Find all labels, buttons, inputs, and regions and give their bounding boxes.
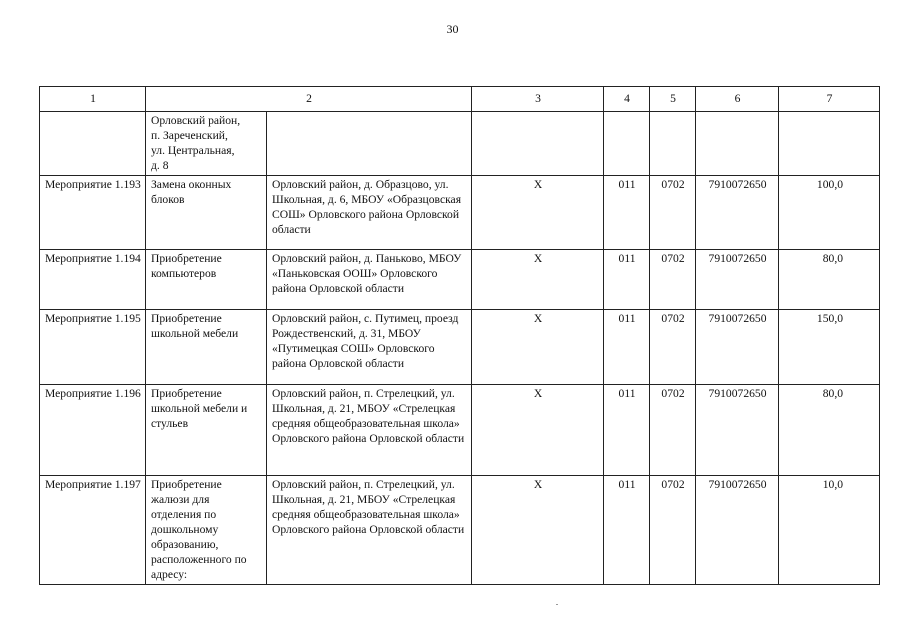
cell-col7: 80,0 (779, 250, 880, 310)
cell-name: Орловский район, п. Зареченский, ул. Центральная, д. 8 (146, 112, 267, 176)
cell-name: Приобретение школьной мебели (146, 310, 267, 385)
header-col-7: 7 (779, 87, 880, 112)
cell-id (40, 112, 146, 176)
cell-col3: X (472, 250, 604, 310)
cell-col6: 7910072650 (696, 310, 779, 385)
cell-id: Мероприятие 1.195 (40, 310, 146, 385)
cell-col6: 7910072650 (696, 176, 779, 250)
header-col-3: 3 (472, 87, 604, 112)
cell-col6: 7910072650 (696, 476, 779, 585)
page-number: 30 (446, 22, 459, 36)
cell-col5: 0702 (650, 385, 696, 476)
cell-col3 (472, 112, 604, 176)
cell-col5: 0702 (650, 250, 696, 310)
cell-id: Мероприятие 1.193 (40, 176, 146, 250)
cell-col5: 0702 (650, 476, 696, 585)
cell-name: Приобретение жалюзи для отделения по дошкольному образованию, расположенного по адресу: (146, 476, 267, 585)
cell-address: Орловский район, с. Путимец, проезд Рождественский, д. 31, МБОУ «Путимецкая СОШ» Орловского района Орловской области (267, 310, 472, 385)
cell-col7: 100,0 (779, 176, 880, 250)
cell-col6: 7910072650 (696, 250, 779, 310)
cell-id: Мероприятие 1.197 (40, 476, 146, 585)
cell-col7: 80,0 (779, 385, 880, 476)
header-col-1: 1 (40, 87, 146, 112)
cell-name: Замена оконных блоков (146, 176, 267, 250)
cell-col4: 011 (604, 310, 650, 385)
table-row (40, 250, 880, 310)
scan-artifact-dot (556, 604, 558, 605)
cell-id: Мероприятие 1.194 (40, 250, 146, 310)
cell-col4: 011 (604, 250, 650, 310)
budget-table (39, 86, 880, 585)
cell-address: Орловский район, п. Стрелецкий, ул. Школьная, д. 21, МБОУ «Стрелецкая средняя общеобразовательная школа» Орловского района Орловской области (267, 476, 472, 585)
cell-col5: 0702 (650, 176, 696, 250)
cell-id: Мероприятие 1.196 (40, 385, 146, 476)
cell-col5 (650, 112, 696, 176)
cell-col3: X (472, 476, 604, 585)
header-col-2: 2 (146, 87, 472, 112)
table-row (40, 476, 880, 585)
cell-col6 (696, 112, 779, 176)
cell-col4: 011 (604, 176, 650, 250)
cell-address: Орловский район, д. Образцово, ул. Школьная, д. 6, МБОУ «Образцовская СОШ» Орловского района Орловской области (267, 176, 472, 250)
cell-name: Приобретение школьной мебели и стульев (146, 385, 267, 476)
cell-col3: X (472, 385, 604, 476)
cell-name: Приобретение компьютеров (146, 250, 267, 310)
table-row (40, 176, 880, 250)
cell-col7 (779, 112, 880, 176)
cell-address (267, 112, 472, 176)
header-col-5: 5 (650, 87, 696, 112)
cell-col7: 10,0 (779, 476, 880, 585)
table-row-continuation (40, 112, 880, 176)
table-row (40, 310, 880, 385)
table-header-row (40, 87, 880, 112)
cell-col5: 0702 (650, 310, 696, 385)
cell-col4: 011 (604, 476, 650, 585)
cell-col4 (604, 112, 650, 176)
cell-col4: 011 (604, 385, 650, 476)
cell-address: Орловский район, п. Стрелецкий, ул. Школьная, д. 21, МБОУ «Стрелецкая средняя общеобразовательная школа» Орловского района Орловской области (267, 385, 472, 476)
cell-col6: 7910072650 (696, 385, 779, 476)
cell-address: Орловский район, д. Паньково, МБОУ «Паньковская ООШ» Орловского района Орловской области (267, 250, 472, 310)
cell-col7: 150,0 (779, 310, 880, 385)
header-col-4: 4 (604, 87, 650, 112)
cell-col3: X (472, 310, 604, 385)
cell-col3: X (472, 176, 604, 250)
table-row (40, 385, 880, 476)
header-col-6: 6 (696, 87, 779, 112)
